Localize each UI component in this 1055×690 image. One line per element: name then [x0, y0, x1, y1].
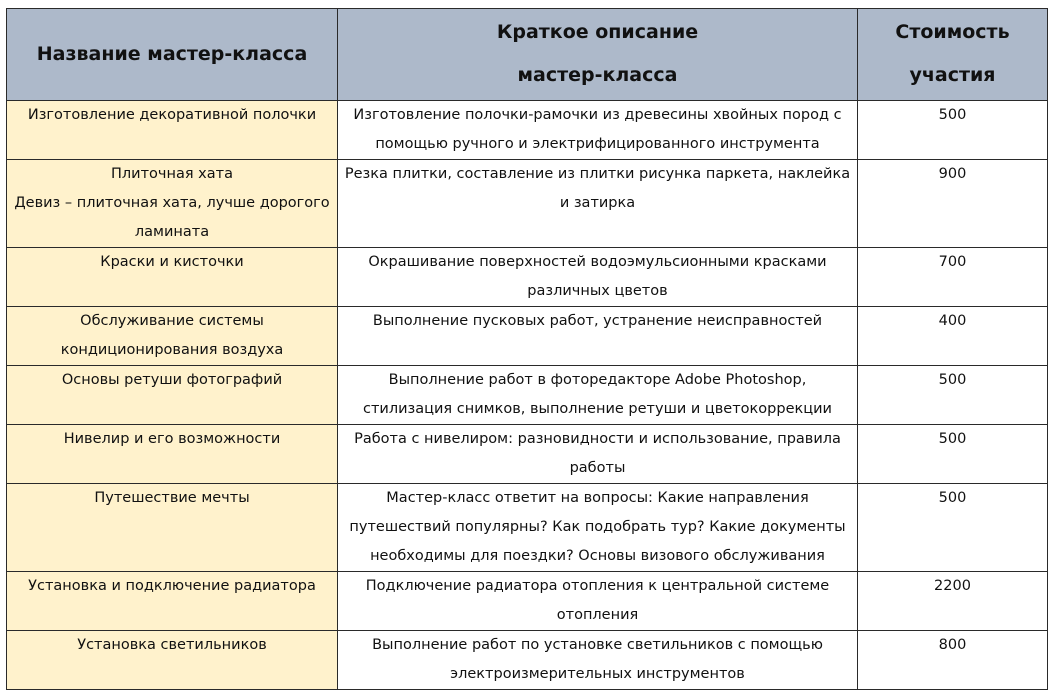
workshop-cost: 500	[858, 425, 1048, 484]
header-description-line2: мастер-класса	[517, 64, 678, 86]
table-row	[7, 572, 1048, 631]
table-row	[7, 484, 1048, 572]
workshop-cost: 800	[858, 631, 1048, 690]
workshop-name: Обслуживание системы кондиционирования воздуха	[60, 313, 284, 358]
table-row	[7, 160, 1048, 248]
workshop-cost: 400	[858, 307, 1048, 366]
workshop-name-cell	[7, 631, 338, 690]
workshop-name: Установка и подключение радиатора	[28, 578, 316, 594]
workshop-description: Резка плитки, составление из плитки рисунка паркета, наклейка и затирка	[338, 160, 858, 248]
workshop-name: Путешествие мечты	[94, 490, 250, 506]
workshop-cost: 500	[858, 484, 1048, 572]
workshop-name-cell	[7, 572, 338, 631]
workshop-name-cell	[7, 425, 338, 484]
header-cost-line2: участия	[909, 64, 996, 86]
table-row	[7, 631, 1048, 690]
header-name-text: Название мастер-класса	[36, 43, 308, 65]
workshop-name: Нивелир и его возможности	[63, 431, 281, 447]
workshop-description: Выполнение пусковых работ, устранение неисправностей	[338, 307, 858, 366]
workshop-description: Мастер-класс ответит на вопросы: Какие направления путешествий популярны? Как подобрать тур? Какие документы необходимы для поездки? Основы визового обслуживания	[338, 484, 858, 572]
header-workshop-name	[7, 9, 338, 101]
workshop-description: Работа с нивелиром: разновидности и использование, правила работы	[338, 425, 858, 484]
table-header-row	[7, 9, 1048, 101]
workshops-price-table	[6, 8, 1048, 690]
workshop-cost: 900	[858, 160, 1048, 248]
workshop-name-cell	[7, 366, 338, 425]
workshop-description: Выполнение работ в фоторедакторе Adobe Photoshop, стилизация снимков, выполнение ретуши и цветокоррекции	[338, 366, 858, 425]
header-cost	[858, 9, 1048, 101]
table-row	[7, 425, 1048, 484]
workshop-cost: 2200	[858, 572, 1048, 631]
workshop-cost: 700	[858, 248, 1048, 307]
workshop-motto: Девиз – плиточная хата, лучше дорогого ламината	[14, 195, 330, 240]
workshop-name: Плиточная хата	[111, 166, 233, 182]
workshop-name-cell	[7, 307, 338, 366]
workshop-description: Изготовление полочки-рамочки из древесины хвойных пород с помощью ручного и электрифицированного инструмента	[338, 101, 858, 160]
workshop-name-cell	[7, 484, 338, 572]
table-row	[7, 366, 1048, 425]
table-row	[7, 307, 1048, 366]
table-row	[7, 248, 1048, 307]
workshop-name: Установка светильников	[77, 637, 267, 653]
workshop-name-cell	[7, 101, 338, 160]
workshop-description: Подключение радиатора отопления к центральной системе отопления	[338, 572, 858, 631]
table-row	[7, 101, 1048, 160]
workshop-name-cell	[7, 160, 338, 248]
workshop-description: Выполнение работ по установке светильников с помощью электроизмерительных инструментов	[338, 631, 858, 690]
workshop-cost: 500	[858, 366, 1048, 425]
header-description-line1: Краткое описание	[496, 21, 699, 43]
workshop-description: Окрашивание поверхностей водоэмульсионными красками различных цветов	[338, 248, 858, 307]
header-description	[338, 9, 858, 101]
workshop-name: Основы ретуши фотографий	[61, 372, 283, 388]
header-cost-line1: Стоимость	[895, 21, 1010, 43]
workshop-name: Краски и кисточки	[100, 254, 244, 270]
workshop-name: Изготовление декоративной полочки	[27, 107, 317, 123]
workshop-name-cell	[7, 248, 338, 307]
workshop-cost: 500	[858, 101, 1048, 160]
